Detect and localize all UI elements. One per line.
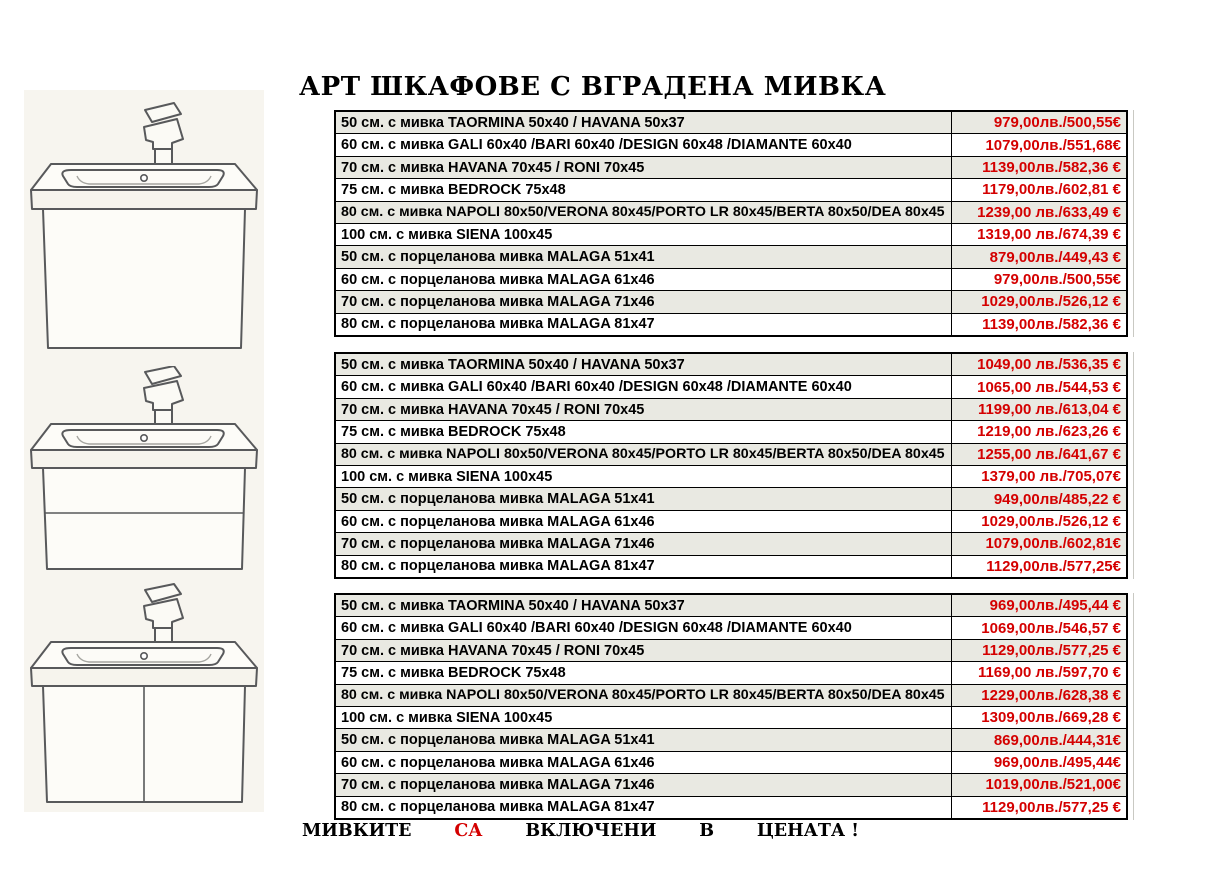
product-description: 50 см. с порцеланова мивка MALAGA 51x41 (336, 488, 952, 509)
table-row (336, 313, 1126, 335)
product-description: 80 см. с порцеланова мивка MALAGA 81x47 (336, 556, 952, 577)
product-description: 100 см. с мивка SIENA 100x45 (336, 224, 952, 245)
product-price: 1379,00 лв./705,07€ (981, 468, 1121, 486)
product-description: 80 см. с порцеланова мивка MALAGA 81x47 (336, 797, 952, 818)
product-price: 969,00лв./495,44€ (993, 754, 1121, 772)
product-price: 1219,00 лв./623,26 € (977, 423, 1121, 441)
product-price: 1079,00лв./602,81€ (985, 535, 1121, 553)
table-row (336, 510, 1126, 532)
product-description: 50 см. с порцеланова мивка MALAGA 51x41 (336, 729, 952, 750)
product-price: 949,00лв/485,22 € (993, 490, 1121, 508)
product-price: 1139,00лв./582,36 € (982, 315, 1121, 333)
table-row (336, 555, 1126, 577)
vanity-two-doors-drawing (25, 582, 263, 808)
product-description: 70 см. с мивка HAVANA 70x45 / RONI 70x45 (336, 399, 952, 420)
table-row (336, 178, 1126, 200)
product-description: 75 см. с мивка BEDROCK 75x48 (336, 421, 952, 442)
table-row (336, 201, 1126, 223)
product-price: 1065,00 лв./544,53 € (977, 378, 1121, 396)
table-row (336, 616, 1126, 638)
product-description: 80 см. с мивка NAPOLI 80x50/VERONA 80x45/PORTO LR 80x45/BERTA 80x50/DEA 80x45 (336, 444, 952, 465)
product-price: 1319,00 лв./674,39 € (977, 226, 1121, 244)
table-row (336, 112, 1126, 133)
product-price: 1255,00 лв./641,67 € (977, 445, 1121, 463)
product-description: 75 см. с мивка BEDROCK 75x48 (336, 179, 952, 200)
product-price: 1029,00лв./526,12 € (981, 293, 1121, 311)
table-row (336, 639, 1126, 661)
price-table-3 (334, 593, 1128, 820)
product-description: 80 см. с мивка NAPOLI 80x50/VERONA 80x45/PORTO LR 80x45/BERTA 80x50/DEA 80x45 (336, 202, 952, 223)
table-row (336, 245, 1126, 267)
table-row (336, 796, 1126, 818)
table-row (336, 773, 1126, 795)
table-row (336, 706, 1126, 728)
price-table-1 (334, 110, 1128, 337)
product-description: 60 см. с порцеланова мивка MALAGA 61x46 (336, 269, 952, 290)
product-price: 879,00лв./449,43 € (989, 248, 1121, 266)
product-price: 1199,00 лв./613,04 € (977, 401, 1121, 419)
product-description: 50 см. с порцеланова мивка MALAGA 51x41 (336, 246, 952, 267)
product-price: 1139,00лв./582,36 € (982, 159, 1121, 177)
table-row (336, 487, 1126, 509)
product-price: 1229,00лв./628,38 € (981, 686, 1121, 704)
footer-word: ВКЛЮЧЕНИ (525, 821, 657, 841)
product-price: 869,00лв./444,31€ (993, 731, 1121, 749)
table-row (336, 290, 1126, 312)
footer-word-highlight: СА (454, 821, 483, 841)
product-price: 1049,00 лв./536,35 € (977, 356, 1121, 374)
product-price: 1129,00лв./577,25 € (982, 798, 1121, 816)
footer-note (302, 821, 859, 841)
product-price: 1019,00лв./521,00€ (985, 776, 1121, 794)
product-description: 60 см. с мивка GALI 60x40 /BARI 60x40 /DESIGN 60x48 /DIAMANTE 60x40 (336, 376, 952, 397)
product-description: 60 см. с мивка GALI 60x40 /BARI 60x40 /DESIGN 60x48 /DIAMANTE 60x40 (336, 617, 952, 638)
product-price: 969,00лв./495,44 € (989, 597, 1121, 615)
product-description: 60 см. с порцеланова мивка MALAGA 61x46 (336, 752, 952, 773)
product-description: 60 см. с мивка GALI 60x40 /BARI 60x40 /DESIGN 60x48 /DIAMANTE 60x40 (336, 134, 952, 155)
product-price: 1079,00лв./551,68€ (985, 136, 1121, 154)
table-row (336, 354, 1126, 375)
product-description: 100 см. с мивка SIENA 100x45 (336, 466, 952, 487)
footer-word: ЦЕНАТА ! (756, 821, 859, 841)
table-row (336, 398, 1126, 420)
table-row (336, 595, 1126, 616)
product-price: 979,00лв./500,55€ (993, 271, 1121, 289)
table-row (336, 751, 1126, 773)
table-row (336, 465, 1126, 487)
product-description: 70 см. с порцеланова мивка MALAGA 71x46 (336, 774, 952, 795)
price-table-2 (334, 352, 1128, 579)
table-row (336, 156, 1126, 178)
table-row (336, 133, 1126, 155)
table-row (336, 443, 1126, 465)
product-description: 50 см. с мивка TAORMINA 50x40 / HAVANA 50x37 (336, 595, 952, 616)
product-description: 70 см. с мивка HAVANA 70x45 / RONI 70x45 (336, 640, 952, 661)
product-description: 80 см. с мивка NAPOLI 80x50/VERONA 80x45/PORTO LR 80x45/BERTA 80x50/DEA 80x45 (336, 685, 952, 706)
product-description: 60 см. с порцеланова мивка MALAGA 61x46 (336, 511, 952, 532)
product-price: 1309,00лв./669,28 € (981, 709, 1121, 727)
page-title: АРТ ШКАФОВЕ С ВГРАДЕНА МИВКА (299, 72, 887, 102)
table-row (336, 268, 1126, 290)
product-description: 75 см. с мивка BEDROCK 75x48 (336, 662, 952, 683)
table-row (336, 684, 1126, 706)
table-row (336, 420, 1126, 442)
product-description: 80 см. с порцеланова мивка MALAGA 81x47 (336, 314, 952, 335)
product-price: 1129,00лв./577,25€ (986, 557, 1121, 575)
vanity-two-drawers-drawing (25, 366, 263, 576)
footer-word: В (699, 821, 715, 841)
product-drawings-panel (24, 90, 264, 812)
vanity-single-front-drawing (25, 96, 263, 354)
table-row (336, 223, 1126, 245)
product-description: 70 см. с порцеланова мивка MALAGA 71x46 (336, 291, 952, 312)
product-price: 1129,00лв./577,25 € (982, 642, 1121, 660)
product-price: 1169,00 лв./597,70 € (977, 664, 1121, 682)
product-description: 50 см. с мивка TAORMINA 50x40 / HAVANA 50x37 (336, 112, 952, 133)
footer-word: МИВКИТЕ (302, 821, 412, 841)
product-price: 1029,00лв./526,12 € (981, 513, 1121, 531)
product-price: 979,00лв./500,55€ (993, 114, 1121, 132)
product-description: 100 см. с мивка SIENA 100x45 (336, 707, 952, 728)
table-row (336, 728, 1126, 750)
product-price: 1179,00лв./602,81 € (982, 181, 1121, 199)
product-description: 70 см. с порцеланова мивка MALAGA 71x46 (336, 533, 952, 554)
product-description: 70 см. с мивка HAVANA 70x45 / RONI 70x45 (336, 157, 952, 178)
table-row (336, 532, 1126, 554)
product-description: 50 см. с мивка TAORMINA 50x40 / HAVANA 50x37 (336, 354, 952, 375)
table-row (336, 661, 1126, 683)
product-price: 1239,00 лв./633,49 € (977, 203, 1121, 221)
product-price: 1069,00лв./546,57 € (981, 619, 1121, 637)
table-row (336, 375, 1126, 397)
